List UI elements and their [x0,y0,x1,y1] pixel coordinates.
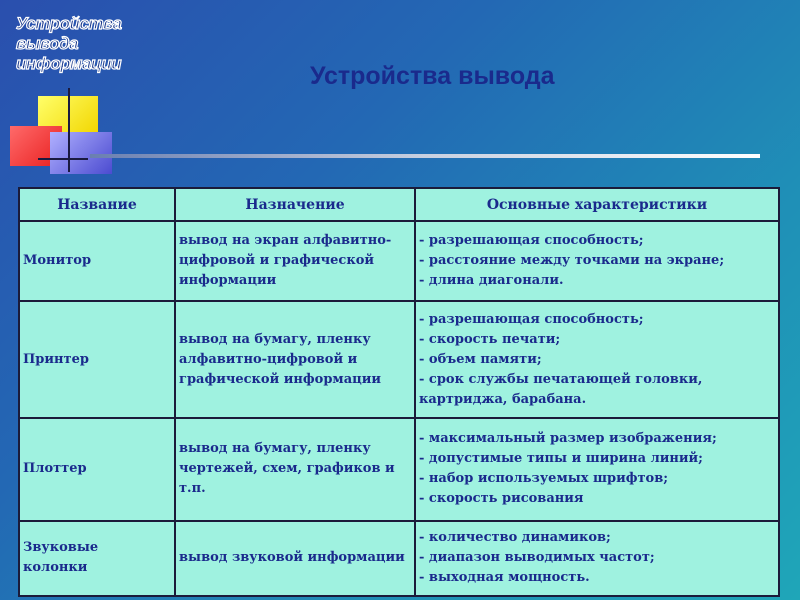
feature-line: - разрешающая способность; [419,233,644,249]
cell-features [415,221,779,301]
feature-line: - максимальный размер изображения; [419,431,717,447]
purpose-line: вывод на экран алфавитно- [179,233,392,249]
feature-line: - набор используемых шрифтов; [419,471,669,487]
cell-name: Монитор [19,221,175,301]
feature-line: - допустимые типы и ширина линий; [419,451,703,467]
purpose-line: т.п. [179,481,206,497]
header-name: Название [19,188,175,221]
decor-blue-square [50,132,112,174]
feature-line: - выходная мощность. [419,570,590,586]
purpose-line: вывод на бумагу, пленку [179,441,371,457]
logo-text [16,14,136,74]
feature-line: - количество динамиков; [419,530,611,546]
feature-line: - срок службы печатающей головки, [419,371,703,387]
logo-line-1: Устройства [16,14,122,33]
purpose-line: информации [179,273,277,289]
header-features: Основные характеристики [415,188,779,221]
page-title: Устройства вывода [310,62,555,90]
purpose-line: цифровой и графической [179,253,375,269]
purpose-line: графической информации [179,371,382,387]
cell-name: Принтер [19,301,175,418]
cell-purpose [175,418,415,521]
cell-name: Плоттер [19,418,175,521]
cell-name [19,521,175,596]
feature-line: - объем памяти; [419,351,542,367]
cell-purpose [175,301,415,418]
title-underline [90,154,760,158]
header-purpose: Назначение [175,188,415,221]
feature-line: картриджа, барабана. [419,391,587,407]
cell-purpose [175,521,415,596]
decor-short-line [38,158,88,160]
feature-line: - расстояние между точками на экране; [419,253,725,269]
feature-line: - скорость рисования [419,491,584,507]
cell-features [415,301,779,418]
table-row [19,301,779,418]
logo-line-2: вывода [16,34,78,53]
name-line: колонки [23,560,88,576]
feature-line: - разрешающая способность; [419,311,644,327]
table-header-row [19,188,779,221]
table-row [19,418,779,521]
table-row [19,521,779,596]
cell-features [415,418,779,521]
purpose-line: чертежей, схем, графиков и [179,461,395,477]
feature-line: - скорость печати; [419,331,561,347]
name-line: Звуковые [23,540,99,556]
feature-line: - длина диагонали. [419,273,564,289]
feature-line: - диапазон выводимых частот; [419,550,655,566]
cell-purpose [175,221,415,301]
purpose-line: алфавитно-цифровой и [179,351,358,367]
purpose-line: вывод звуковой информации [179,550,405,566]
output-devices-table [18,187,780,597]
cell-features [415,521,779,596]
purpose-line: вывод на бумагу, пленку [179,331,371,347]
table-row [19,221,779,301]
logo-line-3: информации [16,54,122,73]
